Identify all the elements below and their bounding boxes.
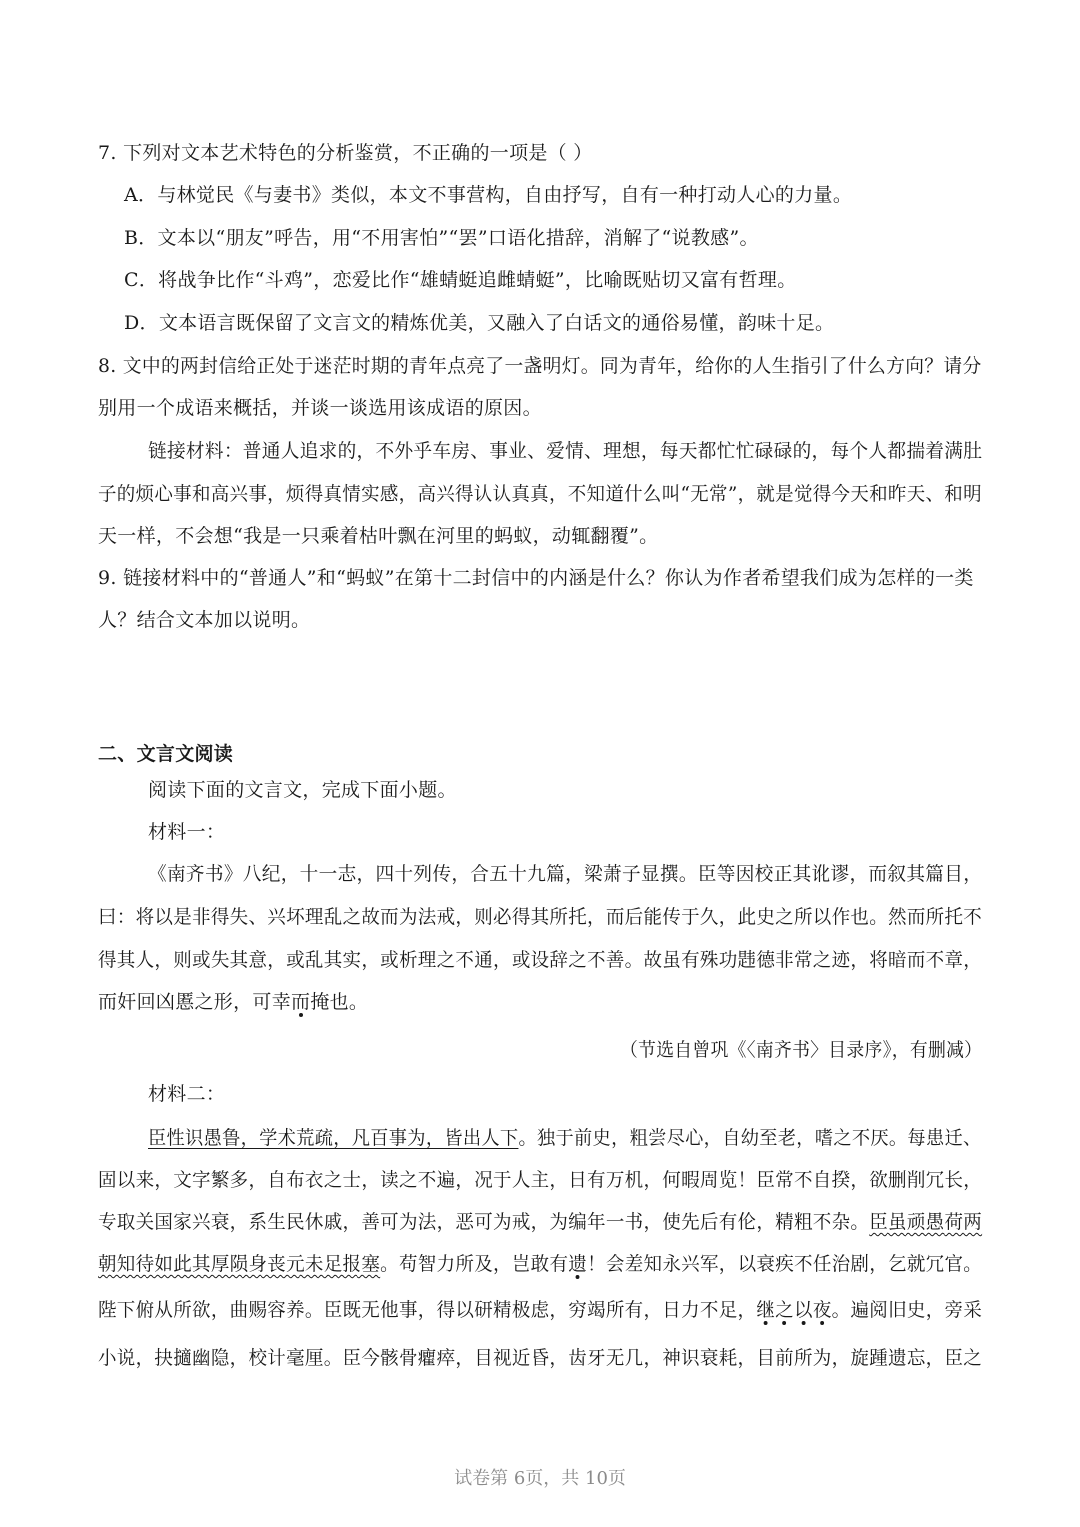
material-1-source: （节选自曾巩《〈南齐书〉目录序》，有删减） — [620, 1039, 983, 1061]
q7-stem: 7. 下列对文本艺术特色的分析鉴赏，不正确的一项是（ ） — [98, 142, 593, 164]
q7-option-b: B．文本以“朋友”呼告，用“不用害怕”“罢”口语化措辞，消解了“说教感”。 — [124, 227, 759, 249]
material-1-line-1: 《南齐书》八纪，十一志，四十列传，合五十九篇，梁萧子显撰。臣等因校正其讹谬，而叙其篇目， — [148, 863, 983, 885]
material-1-line-2: 曰：将以是非得失、兴坏理乱之故而为法戒，则必得其所托，而后能传于久，此史之所以作也。然而所托不 — [98, 906, 983, 928]
link-material-line-1: 链接材料：普通人追求的，不外乎车房、事业、爱情、理想，每天都忙忙碌碌的，每个人都揣着满肚 — [148, 440, 983, 462]
q7-option-d: D．文本语言既保留了文言文的精炼优美，又融入了白话文的通俗易懂，韵味十足。 — [124, 312, 835, 334]
material-2-line-6: 小说，抉擿幽隐，校计毫厘。臣今骸骨癯瘁，目视近昏，齿牙无几，神识衰耗，目前所为，旋踵遗忘，臣之 — [98, 1347, 983, 1369]
emphasis-dot-char: 以 — [794, 1299, 813, 1321]
material-1-label: 材料一： — [148, 821, 226, 843]
emphasis-dot-char: 之 — [775, 1299, 795, 1321]
q9-line-2: 人？结合文本加以说明。 — [98, 609, 311, 631]
emphasis-dot-char: 遗 — [568, 1253, 588, 1275]
text-run: 陛下俯从所欲，曲赐容养。臣既无他事，得以研精极虑，穷竭所有，日力不足， — [98, 1299, 757, 1321]
material-1-line-3: 得其人，则或失其意，或乱其实，或析理之不通，或设辞之不善。故虽有殊功韪德非常之迹，将暗而不章， — [98, 949, 983, 971]
wavy-underlined-sentence: 朝知待如此其厚陨身丧元未足报塞 — [98, 1253, 381, 1275]
text-run: 。遍阅旧史，旁采 — [831, 1299, 983, 1321]
text-run: 而奸回凶慝之形，可幸 — [98, 991, 292, 1013]
material-2-label: 材料二： — [148, 1083, 226, 1105]
material-2-line-4 — [98, 1250, 982, 1278]
q7-option-c: C．将战争比作“斗鸡”，恋爱比作“雄蜻蜓追雌蜻蜓”，比喻既贴切又富有哲理。 — [124, 269, 797, 291]
emphasis-dot-char: 夜 — [812, 1299, 832, 1321]
material-1-line-4 — [98, 988, 368, 1016]
material-2-line-2: 固以来，文字繁多，自布衣之士，读之不遍，况于人主，日有万机，何暇周览！臣常不自揆，欲删削冗长， — [98, 1169, 983, 1191]
text-run: 掩也。 — [310, 991, 369, 1013]
section-heading: 二、文言文阅读 — [98, 743, 234, 765]
link-material-line-2: 子的烦心事和高兴事，烦得真情实感，高兴得认认真真，不知道什么叫“无常”，就是觉得今天和昨天、和明 — [98, 483, 982, 505]
q7-option-a: A．与林觉民《与妻书》类似，本文不事营构，自由抒写，自有一种打动人心的力量。 — [124, 184, 853, 206]
emphasis-dot-char: 而 — [291, 991, 311, 1013]
text-run: 。苟智力所及，岂敢有 — [380, 1253, 569, 1275]
text-run: 专取关国家兴衰，系生民休戚，善可为法，恶可为戒，为编年一书，使先后有伦，精粗不杂。 — [98, 1211, 870, 1233]
material-2-line-5 — [98, 1296, 982, 1324]
q9-line-1: 9. 链接材料中的“普通人”和“蚂蚁”在第十二封信中的内涵是什么？你认为作者希望我们成为怎样的一类 — [98, 567, 974, 589]
wavy-underlined-sentence: 臣虽顽愚荷两 — [869, 1211, 983, 1233]
material-2-line-3 — [98, 1208, 982, 1236]
link-material-line-3: 天一样，不会想“我是一只乘着枯叶飘在河里的蚂蚁，动辄翻覆”。 — [98, 525, 659, 547]
material-2-line-1 — [148, 1124, 982, 1152]
emphasis-dot-char: 继 — [756, 1299, 776, 1321]
page-footer: 试卷第 6页，共 10页 — [454, 1468, 626, 1489]
section-instruction: 阅读下面的文言文，完成下面小题。 — [148, 779, 457, 801]
text-run: 。独于前史，粗尝尽心，自幼至老，嗜之不厌。每患迁、 — [518, 1127, 982, 1149]
text-run: ！会差知永兴军，以衰疾不任治剧，乞就冗官。 — [587, 1253, 983, 1275]
q8-line-2: 别用一个成语来概括，并谈一谈选用该成语的原因。 — [98, 397, 542, 419]
q8-line-1: 8. 文中的两封信给正处于迷茫时期的青年点亮了一盏明灯。同为青年，给你的人生指引了什么方向？请分 — [98, 355, 982, 377]
underlined-sentence: 臣性识愚鲁，学术荒疏，凡百事为，皆出人下 — [148, 1127, 519, 1149]
